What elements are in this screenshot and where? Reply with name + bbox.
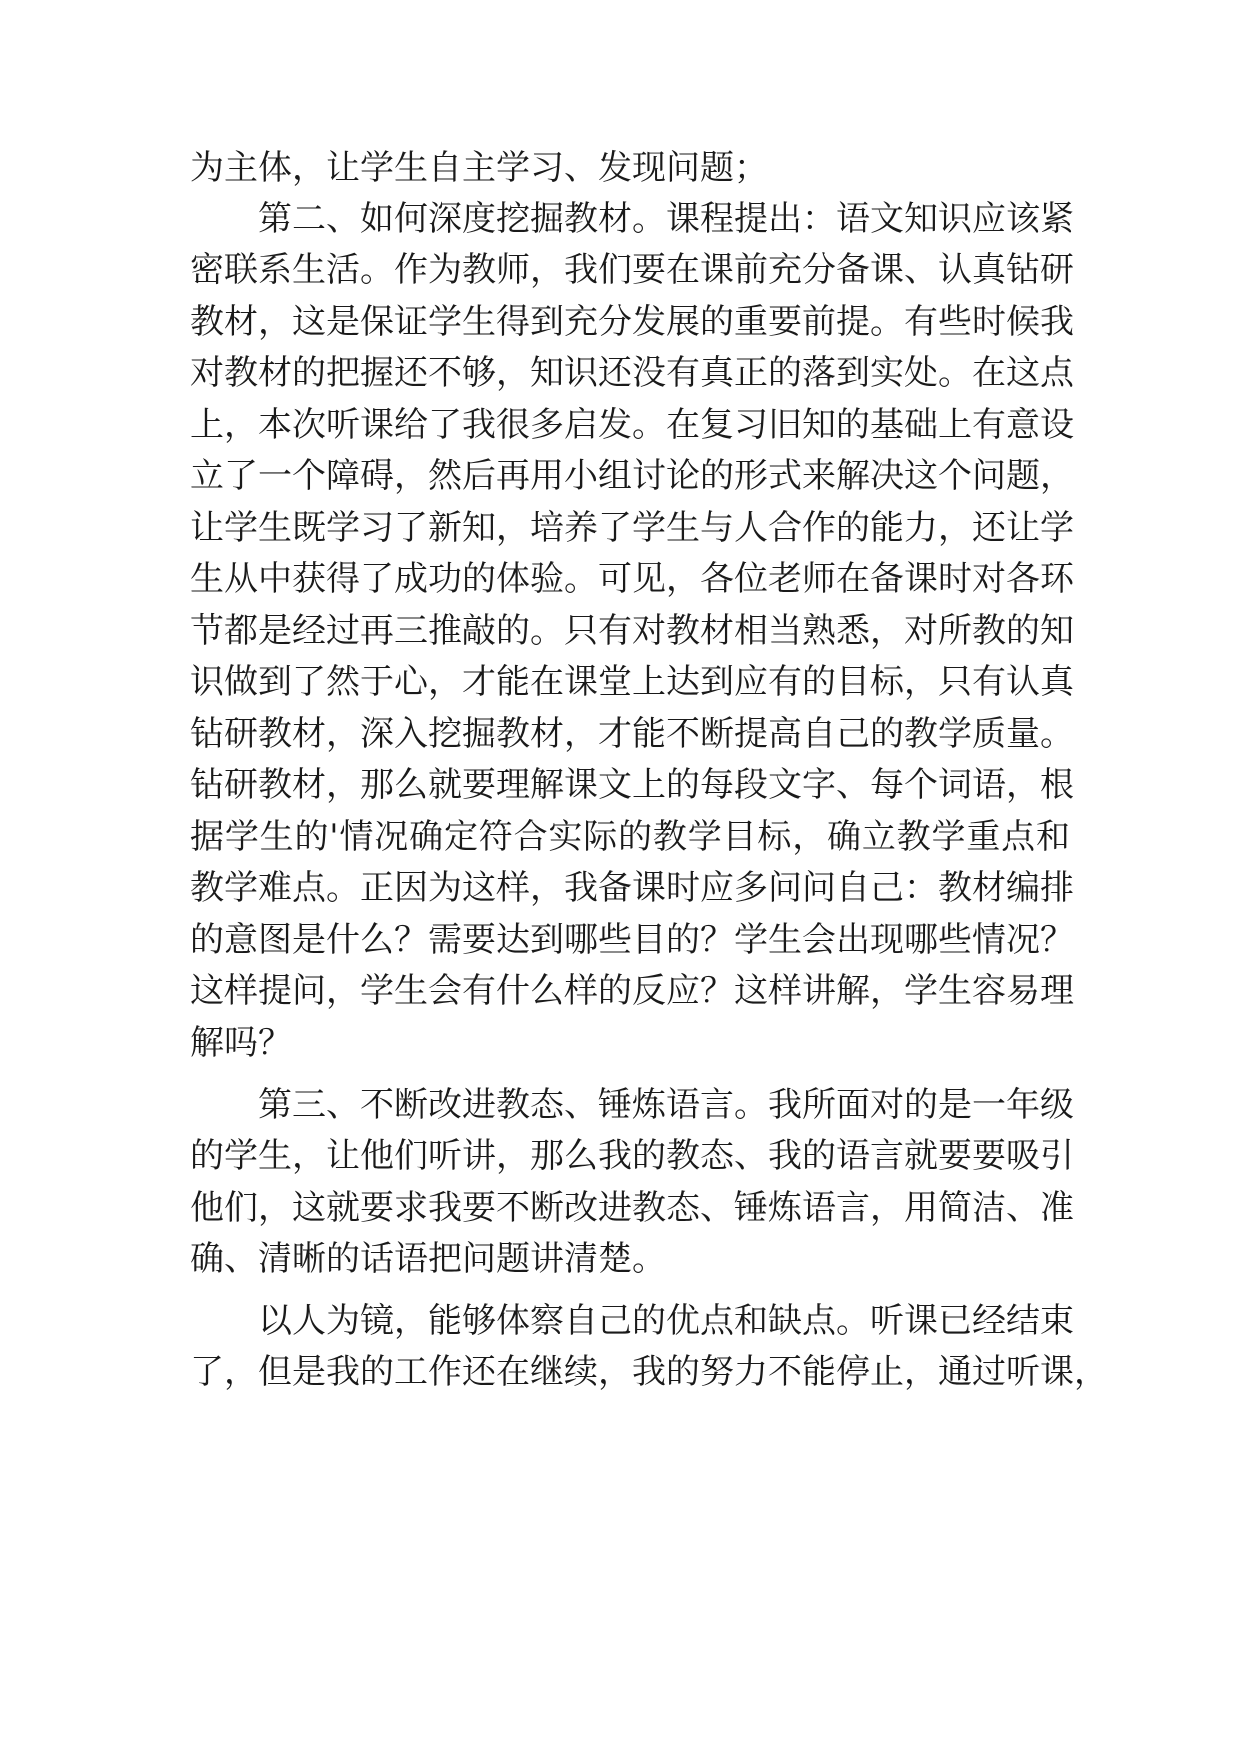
- text-line: 让学生既学习了新知，培养了学生与人合作的能力，还让学: [190, 508, 1074, 548]
- text-line: 了，但是我的工作还在继续，我的努力不能停止，通过听课，: [190, 1352, 1108, 1392]
- text-line: 这样提问，学生会有什么样的反应？这样讲解，学生容易理: [190, 971, 1074, 1011]
- text-line: 对教材的把握还不够，知识还没有真正的落到实处。在这点: [190, 353, 1074, 393]
- text-line: 节都是经过再三推敲的。只有对教材相当熟悉，对所教的知: [190, 611, 1074, 651]
- text-line: 据学生的'情况确定符合实际的教学目标，确立教学重点和: [190, 817, 1070, 857]
- text-line: 教材，这是保证学生得到充分发展的重要前提。有些时候我: [190, 302, 1074, 342]
- text-line: 密联系生活。作为教师，我们要在课前充分备课、认真钻研: [190, 250, 1074, 290]
- text-line: 第二、如何深度挖掘教材。课程提出：语文知识应该紧: [258, 199, 1074, 239]
- text-line: 确、清晰的话语把问题讲清楚。: [190, 1239, 666, 1279]
- text-line: 为主体，让学生自主学习、发现问题；: [190, 148, 768, 188]
- text-line: 第三、不断改进教态、锤炼语言。我所面对的是一年级: [258, 1085, 1074, 1125]
- text-line: 识做到了然于心，才能在课堂上达到应有的目标，只有认真: [190, 662, 1074, 702]
- text-line: 钻研教材，深入挖掘教材，才能不断提高自己的教学质量。: [190, 714, 1074, 754]
- text-line: 生从中获得了成功的体验。可见，各位老师在备课时对各环: [190, 559, 1074, 599]
- text-line: 立了一个障碍，然后再用小组讨论的形式来解决这个问题，: [190, 456, 1074, 496]
- text-line: 上，本次听课给了我很多启发。在复习旧知的基础上有意设: [190, 405, 1074, 445]
- text-line: 以人为镜，能够体察自己的优点和缺点。听课已经结束: [258, 1301, 1074, 1341]
- text-line: 解吗？: [190, 1023, 292, 1063]
- text-line: 教学难点。正因为这样，我备课时应多问问自己：教材编排: [190, 868, 1074, 908]
- text-line: 的意图是什么？需要达到哪些目的？学生会出现哪些情况？: [190, 920, 1074, 960]
- text-line: 的学生，让他们听讲，那么我的教态、我的语言就要要吸引: [190, 1136, 1074, 1176]
- text-line: 钻研教材，那么就要理解课文上的每段文字、每个词语，根: [190, 765, 1074, 805]
- text-line: 他们，这就要求我要不断改进教态、锤炼语言，用简洁、准: [190, 1188, 1074, 1228]
